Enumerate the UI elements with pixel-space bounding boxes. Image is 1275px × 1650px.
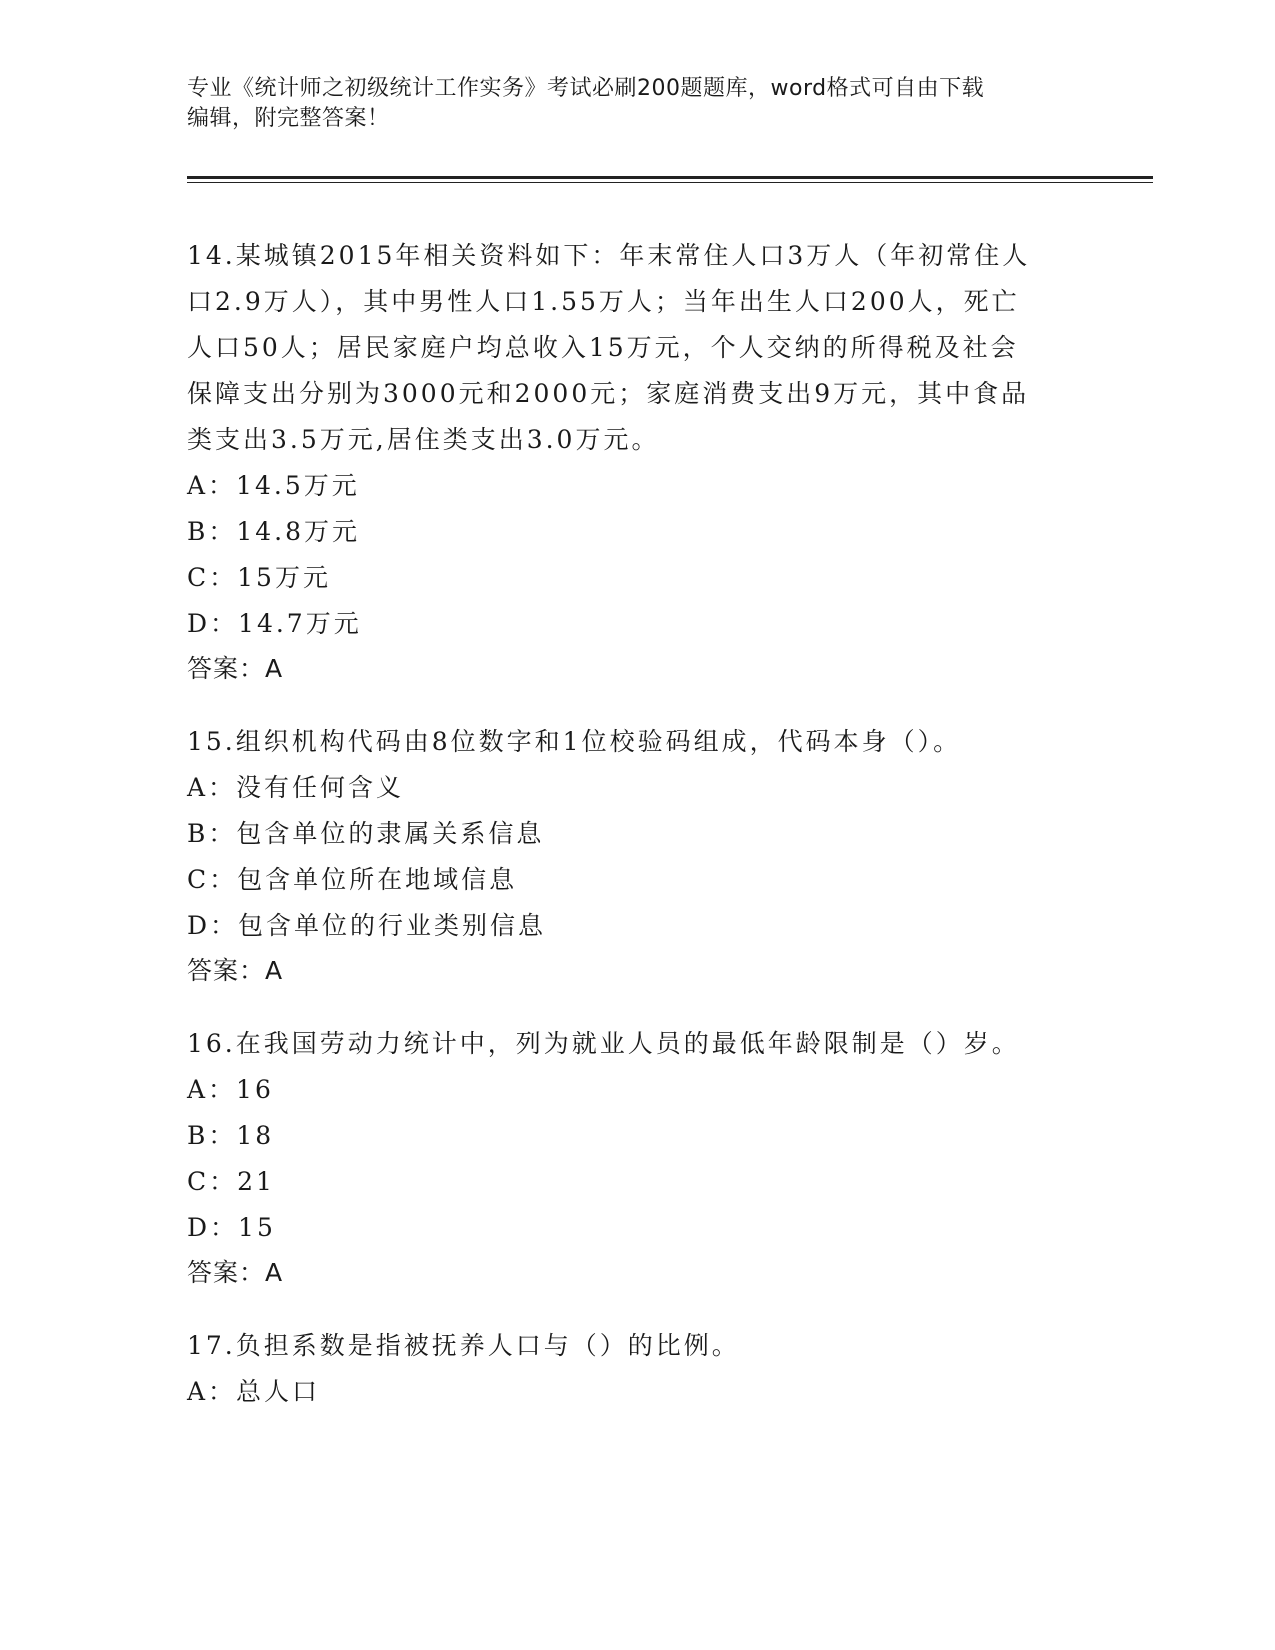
question-stem [187, 719, 1087, 765]
option-a: A：14.5万元 [187, 471, 360, 500]
option-d: D：14.7万元 [187, 609, 362, 638]
question-stem-line: 类支出3.5万元,居住类支出3.0万元。 [187, 425, 660, 454]
question-stem-line: 口2.9万人），其中男性人口1.55万人；当年出生人口200人，死亡 [187, 287, 1020, 316]
header-divider-thin [187, 182, 1153, 183]
option-b: B：14.8万元 [187, 517, 361, 546]
question-17 [187, 1323, 1087, 1415]
option-b: B：包含单位的隶属关系信息 [187, 819, 545, 848]
option-c: C：15万元 [187, 563, 331, 592]
question-stem-line: 17.负担系数是指被抚养人口与（）的比例。 [187, 1331, 740, 1360]
question-15 [187, 719, 1087, 993]
header-title-line-2: 编辑，附完整答案！ [187, 106, 390, 131]
option-b: B：18 [187, 1121, 275, 1150]
header-title-line-1: 专业《统计师之初级统计工作实务》考试必刷200题题库，word格式可自由下载 [187, 76, 985, 101]
question-stem [187, 1323, 1087, 1369]
question-stem [187, 233, 1087, 463]
option-a: A：没有任何含义 [187, 773, 405, 802]
question-stem-line: 14.某城镇2015年相关资料如下：年末常住人口3万人（年初常住人 [187, 241, 1031, 270]
option-d: D：15 [187, 1213, 276, 1242]
question-list [187, 233, 1087, 1443]
option-c: C：21 [187, 1167, 275, 1196]
answer-label: 答案：A [187, 956, 284, 985]
question-14 [187, 233, 1087, 691]
option-d: D：包含单位的行业类别信息 [187, 911, 547, 940]
question-stem-line: 保障支出分别为3000元和2000元；家庭消费支出9万元，其中食品 [187, 379, 1030, 408]
option-c: C：包含单位所在地域信息 [187, 865, 518, 894]
question-stem-line: 15.组织机构代码由8位数字和1位校验码组成，代码本身（）。 [187, 727, 962, 756]
answer-label: 答案：A [187, 654, 284, 683]
header-divider [187, 176, 1153, 179]
option-a: A：16 [187, 1075, 274, 1104]
answer-label: 答案：A [187, 1258, 284, 1287]
question-stem-line: 人口50人；居民家庭户均总收入15万元，个人交纳的所得税及社会 [187, 333, 1019, 362]
question-16 [187, 1021, 1087, 1295]
question-stem-line: 16.在我国劳动力统计中，列为就业人员的最低年龄限制是（）岁。 [187, 1029, 1020, 1058]
option-a: A：总人口 [187, 1377, 321, 1406]
question-stem [187, 1021, 1087, 1067]
document-header [187, 74, 1087, 134]
